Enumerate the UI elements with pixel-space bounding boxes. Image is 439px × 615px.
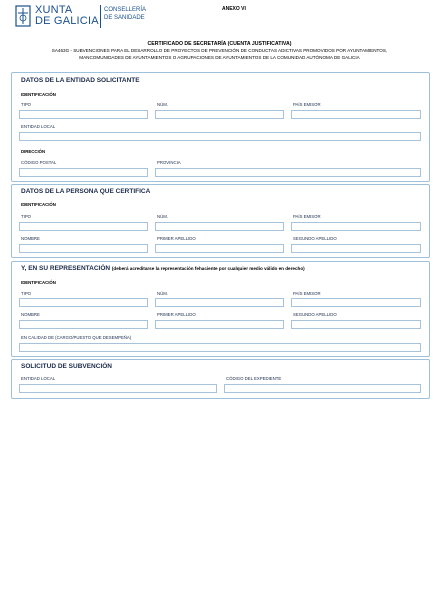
entidad-local-field[interactable] [19, 132, 421, 141]
segundo-apellido-label: SEGUNDO APELLIDO [293, 236, 337, 241]
logo-divider [100, 5, 101, 28]
entidad-local-label: ENTIDAD LOCAL [21, 124, 56, 129]
representacion-title: Y, EN SU REPRESENTACIÓN [21, 265, 111, 272]
tipo-label: TIPO [21, 102, 32, 107]
nombre-label: NOMBRE [21, 236, 40, 241]
section-entidad-solicitante [11, 72, 430, 182]
logo-line2: DE GALICIA [35, 15, 99, 27]
section-title: DATOS DE LA ENTIDAD SOLICITANTE [21, 77, 140, 84]
en-calidad-label: EN CALIDAD DE (CARGO/PUESTO QUE DESEMPEÑA) [21, 335, 132, 340]
codigo-postal-label: CÓDIGO POSTAL [21, 160, 57, 165]
primer-apellido-field[interactable] [155, 244, 284, 253]
identificacion-label: IDENTIFICACIÓN [21, 202, 56, 207]
section-persona-certifica [11, 184, 430, 258]
num-label: NÚM. [157, 291, 168, 296]
tipo-field[interactable] [19, 298, 148, 307]
primer-apellido-label: PRIMER APELLIDO [157, 312, 196, 317]
tipo-label: TIPO [21, 291, 32, 296]
pais-emisor-field[interactable] [291, 298, 421, 307]
direccion-label: DIRECCIÓN [21, 149, 46, 154]
conselleria-line2: DE SANIDADE [104, 15, 145, 21]
tipo-label: TIPO [21, 214, 32, 219]
num-field[interactable] [155, 222, 284, 231]
logo-line1: XUNTA [35, 4, 73, 16]
provincia-field[interactable] [155, 168, 421, 177]
provincia-label: PROVINCIA [157, 160, 181, 165]
section-title: DATOS DE LA PERSONA QUE CERTIFICA [21, 188, 151, 195]
pais-emisor-field[interactable] [291, 110, 421, 119]
num-label: NÚM. [157, 214, 168, 219]
primer-apellido-label: PRIMER APELLIDO [157, 236, 196, 241]
tipo-field[interactable] [19, 222, 148, 231]
nombre-label: NOMBRE [21, 312, 40, 317]
document-subtitle-line1: SA463G - SUBVENCIONES PARA EL DESARROLLO DE PROYECTOS DE PREVENCIÓN DE CONDUCTAS ADICTIVAS PROMOVIDOS POR AYUNTAMIENTOS, [51, 48, 388, 53]
identificacion-label: IDENTIFICACIÓN [21, 92, 56, 97]
pais-emisor-field[interactable] [291, 222, 421, 231]
entidad-local-label: ENTIDAD LOCAL [21, 376, 56, 381]
pais-emisor-label: PAÍS EMISOR [293, 214, 321, 219]
section-solicitud-subvencion [11, 359, 430, 399]
identificacion-label: IDENTIFICACIÓN [21, 280, 56, 285]
conselleria-line1: CONSELLERÍA [104, 7, 147, 13]
num-label: NÚM. [157, 102, 168, 107]
xunta-emblem-icon [15, 5, 31, 27]
pais-emisor-label: PAÍS EMISOR [293, 291, 321, 296]
en-calidad-field[interactable] [19, 343, 421, 352]
document-subtitle-line2: MANCOMUNIDADES DE AYUNTAMIENTOS O AGRUPACIONES DE AYUNTAMIENTOS DE LA COMUNIDAD AUTÓNOMA DE GALICIA [79, 55, 360, 60]
codigo-postal-field[interactable] [19, 168, 148, 177]
pais-emisor-label: PAÍS EMISOR [293, 102, 321, 107]
segundo-apellido-field[interactable] [291, 244, 421, 253]
tipo-field[interactable] [19, 110, 148, 119]
segundo-apellido-field[interactable] [291, 320, 421, 329]
nombre-field[interactable] [19, 320, 148, 329]
section-title [21, 265, 305, 272]
xunta-logo [15, 5, 155, 29]
representacion-note: (deberá acreditarse la representación fehaciente por cualquier medio válido en derecho) [111, 266, 305, 271]
num-field[interactable] [155, 110, 284, 119]
section-title: SOLICITUD DE SUBVENCIÓN [21, 363, 113, 370]
document-title: CERTIFICADO DE SECRETARÍA (CUENTA JUSTIFICATIVA) [147, 41, 292, 47]
codigo-expediente-label: CÓDIGO DEL EXPEDIENTE [226, 376, 282, 381]
primer-apellido-field[interactable] [155, 320, 284, 329]
nombre-field[interactable] [19, 244, 148, 253]
segundo-apellido-label: SEGUNDO APELLIDO [293, 312, 337, 317]
codigo-expediente-field[interactable] [224, 384, 421, 393]
section-representacion [11, 261, 430, 357]
entidad-local-field[interactable] [19, 384, 217, 393]
anexo-label: ANEXO VI [222, 6, 246, 12]
num-field[interactable] [155, 298, 284, 307]
